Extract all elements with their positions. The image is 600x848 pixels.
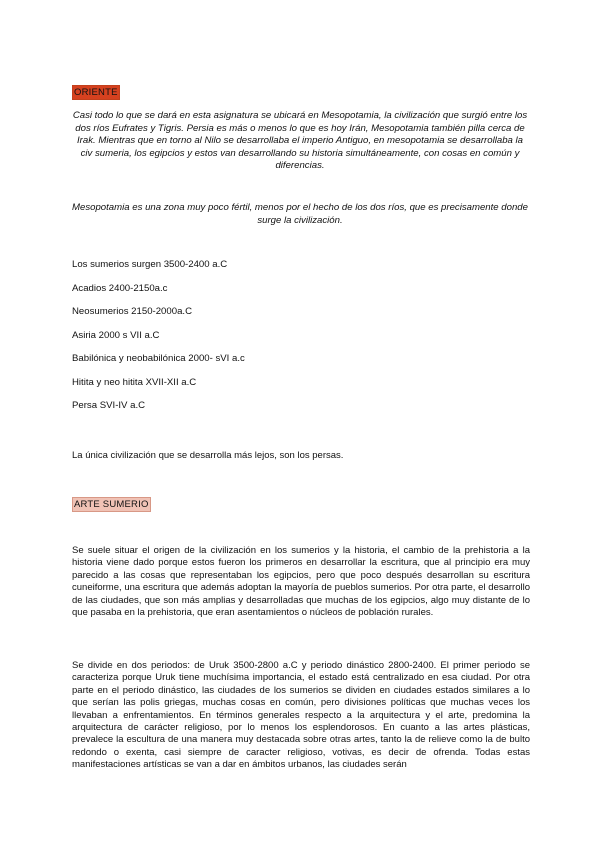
section-heading-oriente: ORIENTE xyxy=(74,87,118,98)
period-item: Babilónica y neobabilónica 2000- sVI a.c xyxy=(72,353,245,364)
period-item: Asiria 2000 s VII a.C xyxy=(72,329,160,341)
period-item: Hitita y neo hitita XVII-XII a.C xyxy=(72,376,197,388)
period-item: Los sumerios surgen 3500-2400 a.C xyxy=(72,259,228,270)
section-heading-arte-sumerio: ARTE SUMERIO xyxy=(74,499,149,510)
period-item: Persa SVI-IV a.C xyxy=(72,400,146,411)
body-paragraph-2: Se divide en dos periodos: de Uruk 3500-2800 a.C y periodo dinástico 2800-2400. El primer periodo se caracteriza porque Uruk tiene muchísima importancia, el estado está centralizado en esa ciudad. Por otra parte en el periodo dinástico, las ciudades de los sumerios se dividen en ciudades estados similares a lo que serían las polis griegas, muchas cosas en común, pero divisiones políticas que muchas veces los llevaban a enfrentamientos. En términos generales respecto a la arquitectura y el arte, predomina la arquitectura de carácter religioso, por lo menos los esplendorosos. En cuanto a las artes plásticas, prevalece la escultura de una manera muy destacada sobre otras artes, tanto la de relieve como la de bulto redondo o exenta, casi siempre de caracter religioso, votivas, es decir de ofrenda. Todas estas manifestaciones artísticas se van a dar en ámbitos urbanos, las ciudades serán xyxy=(72,660,530,771)
intro-paragraph-1: Casi todo lo que se dará en esta asignatura se ubicará en Mesopotamia, la civilización que surgió entre los dos ríos Eufrates y Tigris. Persia es más o menos lo que es hoy Irán, Mesopotamia también pilla cerca de Irak. Mientras que en torno al Nilo se desarrollaba el imperio Antiguo, en mesopotamia se desarrollaba la civ sumeria, los egipcios y estos van desarrollando su historia simultáneamente, con cosas en común y diferencias. xyxy=(72,110,528,172)
persas-note: La única civilización que se desarrolla más lejos, son los persas. xyxy=(72,450,344,461)
period-item: Neosumerios 2150-2000a.C xyxy=(72,306,192,317)
body-paragraph-1: Se suele situar el origen de la civilización en los sumerios y la historia, el cambio de la prehistoria a la historia viene dado porque estos fueron los primeros en desarrollar la escritura, que al principio era muy parecido a las cosas que representaban los egipcios, pero que poco después desarrollan su escritura cuneiforme, una escritura que además adoptan la mayoría de pueblos sumerios. Por otra parte, el desarrollo de las ciudades, que son más amplias y desarrolladas que muchas de los egipcios, algo muy distante de lo que pasaba en la prehistoria, que eran asentamientos o núcleos de población rurales. xyxy=(72,545,530,619)
intro-paragraph-2: Mesopotamia es una zona muy poco fértil, menos por el hecho de los dos ríos, que es precisamente donde surge la civilización. xyxy=(72,202,528,226)
period-item: Acadios 2400-2150a.c xyxy=(72,282,168,294)
periods-list xyxy=(72,259,245,424)
